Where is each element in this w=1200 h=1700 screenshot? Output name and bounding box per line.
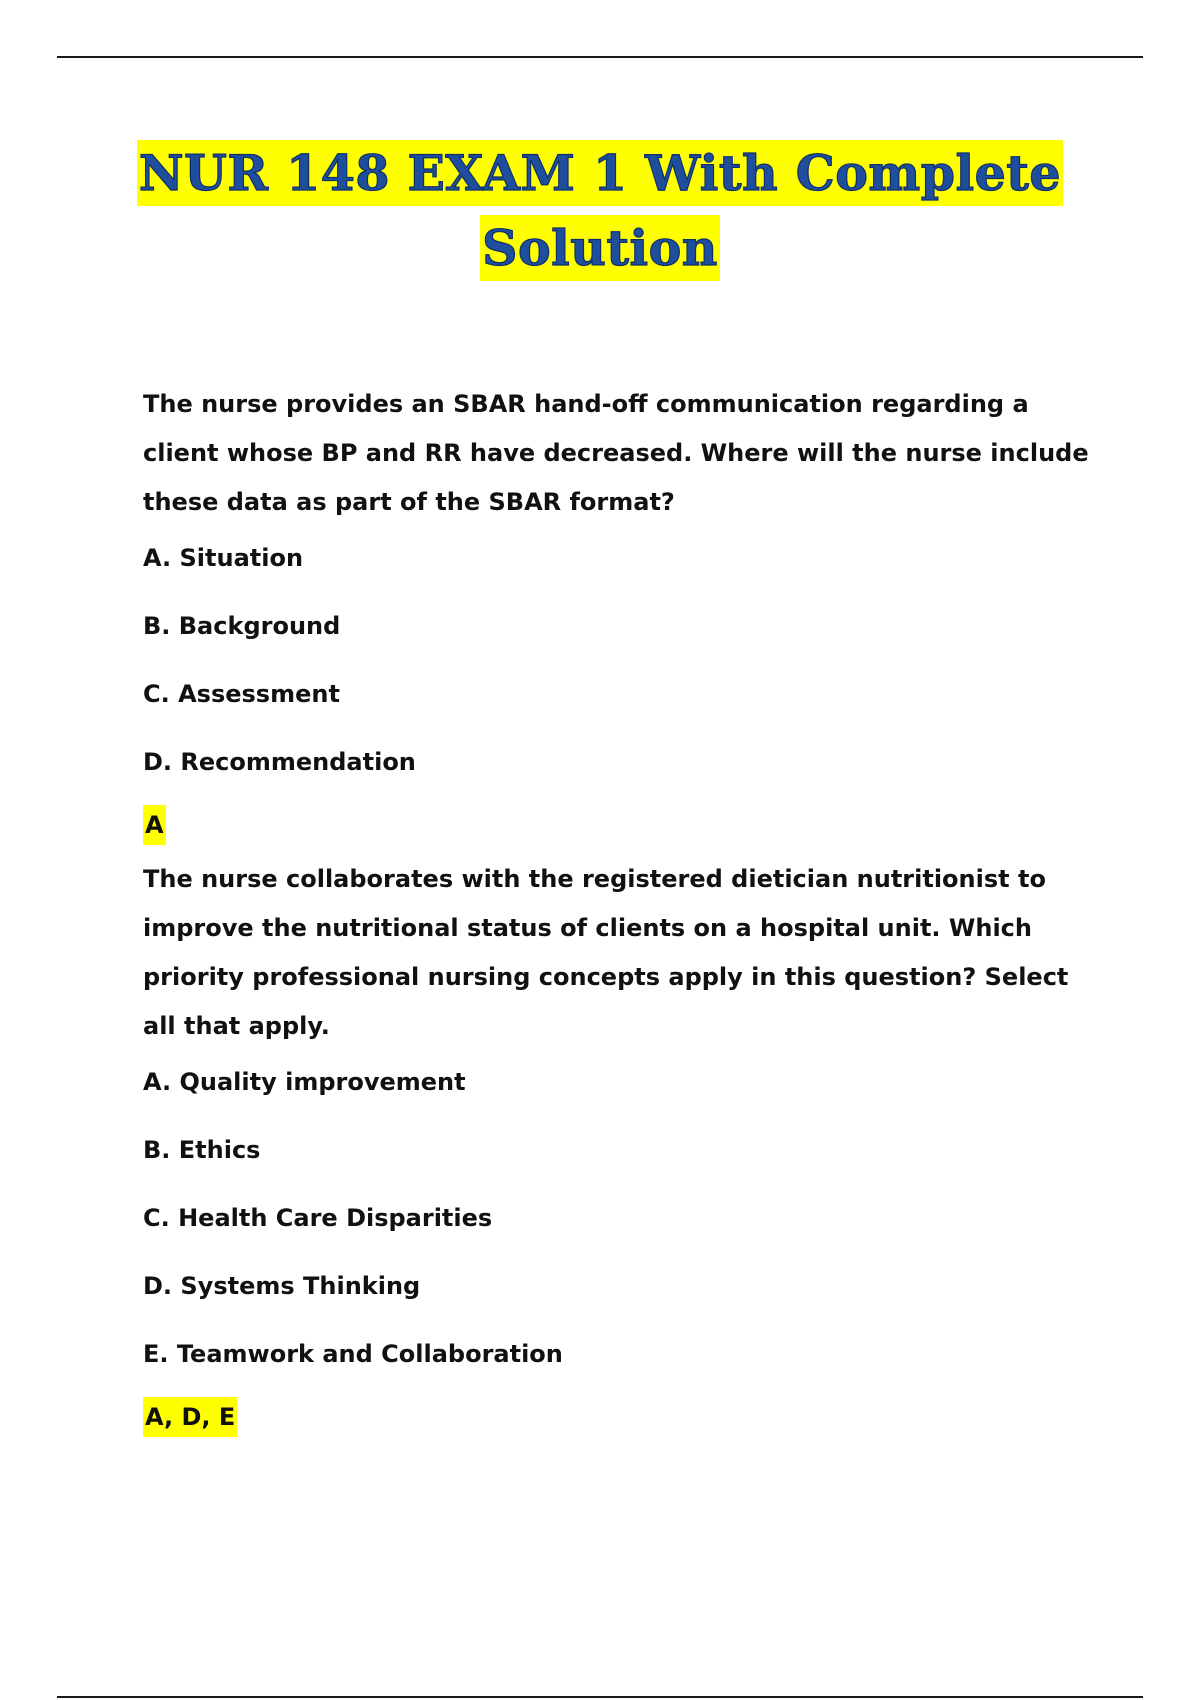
question-2-option-e: E. Teamwork and Collaboration [143, 1340, 563, 1368]
bottom-rule [57, 1696, 1143, 1698]
title-line-1: NUR 148 EXAM 1 With Complete [137, 140, 1063, 206]
question-2-answer: A, D, E [143, 1397, 237, 1437]
question-1-option-c: C. Assessment [143, 680, 340, 708]
question-2-option-a: A. Quality improvement [143, 1068, 466, 1096]
title-line-2: Solution [480, 215, 720, 281]
question-2-option-b: B. Ethics [143, 1136, 261, 1164]
question-2-option-d: D. Systems Thinking [143, 1272, 421, 1300]
top-rule [57, 56, 1143, 58]
question-1-text: The nurse provides an SBAR hand-off communication regarding a client whose BP and RR have decreased. Where will the nurse include these data as part of the SBAR format? [143, 390, 1089, 516]
document-title [120, 140, 1080, 281]
question-1-option-b: B. Background [143, 612, 341, 640]
question-1-option-a: A. Situation [143, 544, 304, 572]
question-list [143, 380, 1093, 1437]
question-1-option-d: D. Recommendation [143, 748, 416, 776]
question-1-answer: A [143, 805, 166, 845]
question-2-text: The nurse collaborates with the registered dietician nutritionist to improve the nutritional status of clients on a hospital unit. Which priority professional nursing concepts apply in this question? Select all that apply. [143, 865, 1069, 1040]
question-2-option-c: C. Health Care Disparities [143, 1204, 493, 1232]
